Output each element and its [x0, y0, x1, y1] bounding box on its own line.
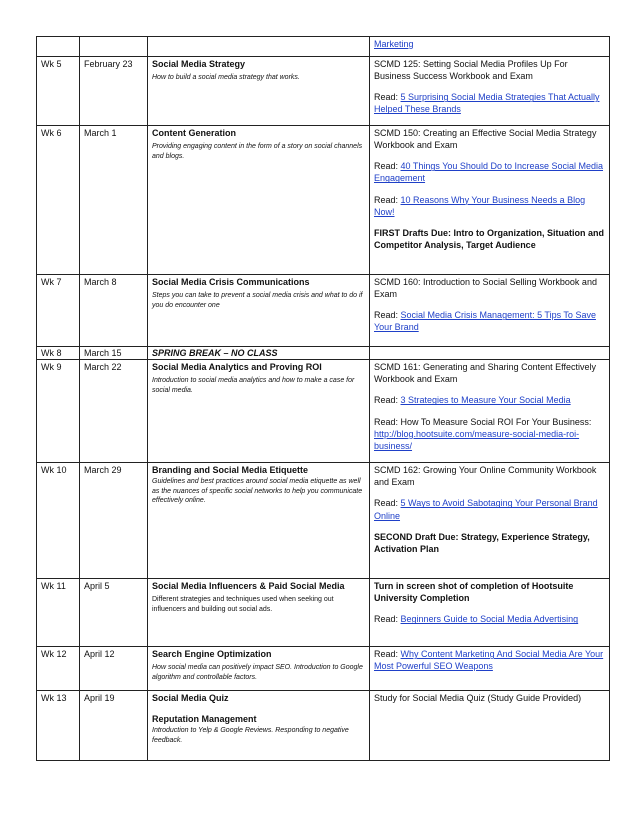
course-module: SCMD 161: Generating and Sharing Content Effectively Workbook and Exam: [374, 362, 596, 385]
topic-title: Branding and Social Media Etiquette: [152, 465, 309, 476]
topic-title: Social Media Strategy: [152, 59, 246, 69]
materials-cell: [370, 57, 610, 126]
reading-label: Read:: [374, 92, 401, 103]
date-cell: March 8: [80, 275, 148, 347]
topic-title: Social Media Influencers & Paid Social Media: [152, 581, 345, 592]
materials-cell: [370, 463, 610, 579]
table-row: [37, 647, 610, 691]
topic-cell: [148, 57, 370, 126]
deadline-note: FIRST Drafts Due: Intro to Organization, Situation and Competitor Analysis, Target Audience: [374, 227, 604, 250]
reading-label: Read:: [374, 498, 401, 509]
topic-cell: [148, 347, 370, 360]
date-cell: April 19: [80, 691, 148, 761]
topic-description: Providing engaging content in the form of a story on social channels and blogs.: [152, 143, 363, 160]
reading-item: [374, 416, 605, 452]
week-cell: Wk 5: [37, 57, 80, 126]
topic-title: Social Media Analytics and Proving ROI: [152, 362, 322, 373]
reading-label: Read:: [374, 614, 401, 625]
date-cell: March 15: [80, 347, 148, 360]
topic-title: Social Media Crisis Communications: [152, 277, 310, 287]
topic-cell: [148, 275, 370, 347]
topic-title: Social Media Quiz: [152, 693, 229, 704]
date-cell: April 12: [80, 647, 148, 691]
reading-label: Read:: [374, 310, 401, 321]
reading-item: [374, 648, 605, 672]
table-row: [37, 347, 610, 360]
date-cell: April 5: [80, 579, 148, 647]
reading-item: [374, 160, 605, 184]
course-module: SCMD 162: Growing Your Online Community Workbook and Exam: [374, 465, 597, 488]
deadline-note: Turn in screen shot of completion of Hootsuite University Completion: [374, 581, 574, 604]
reading-item: [374, 309, 605, 333]
table-row: [37, 691, 610, 761]
week-cell: [37, 37, 80, 57]
week-cell: Wk 9: [37, 360, 80, 463]
reading-item: [374, 91, 605, 115]
week-cell: Wk 6: [37, 126, 80, 275]
topic-title: Search Engine Optimization: [152, 649, 272, 660]
topic-description: Steps you can take to prevent a social media crisis and what to do if you do encounter one: [152, 292, 363, 309]
topic-description: Guidelines and best practices around social media etiquette as well as the nuances of specific social networks to help you communicate effectively online.: [152, 478, 363, 505]
topic-cell: [148, 579, 370, 647]
date-cell: March 29: [80, 463, 148, 579]
topic-cell: [148, 463, 370, 579]
materials-cell: [370, 347, 610, 360]
reading-item: [374, 394, 605, 406]
week-cell: Wk 8: [37, 347, 80, 360]
reading-link[interactable]: 5 Ways to Avoid Sabotaging Your Personal Brand Online: [374, 498, 598, 521]
materials-cell: [370, 37, 610, 57]
table-row: [37, 579, 610, 647]
deadline-note: SECOND Draft Due: Strategy, Experience Strategy, Activation Plan: [374, 531, 590, 554]
reading-link[interactable]: 3 Strategies to Measure Your Social Media: [400, 395, 571, 406]
week-cell: Wk 10: [37, 463, 80, 579]
materials-cell: [370, 647, 610, 691]
topic-cell: [148, 647, 370, 691]
course-module: SCMD 125: Setting Social Media Profiles Up For Business Success Workbook and Exam: [374, 59, 568, 82]
date-cell: [80, 37, 148, 57]
course-module: SCMD 160: Introduction to Social Selling Workbook and Exam: [374, 277, 597, 300]
reading-item: [374, 194, 605, 218]
schedule-table: [36, 36, 610, 761]
reading-link[interactable]: Why Content Marketing And Social Media Are Your Most Powerful SEO Weapons: [374, 649, 604, 672]
reading-link[interactable]: Social Media Crisis Management: 5 Tips To Save Your Brand: [374, 310, 596, 333]
table-row: [37, 275, 610, 347]
materials-cell: [370, 691, 610, 761]
reading-label: Read:: [374, 395, 401, 406]
reading-link[interactable]: 5 Surprising Social Media Strategies That Actually Helped These Brands: [374, 92, 600, 115]
reading-label: Read:: [374, 161, 401, 172]
topic-cell: [148, 360, 370, 463]
topic-cell: [148, 126, 370, 275]
reading-item: [374, 613, 605, 625]
date-cell: March 22: [80, 360, 148, 463]
topic-cell: [148, 691, 370, 761]
topic-cell: [148, 37, 370, 57]
week-cell: Wk 12: [37, 647, 80, 691]
reading-link[interactable]: http://blog.hootsuite.com/measure-social-media-roi-business/: [374, 428, 580, 451]
date-cell: February 23: [80, 57, 148, 126]
topic-description: Introduction to social media analytics and how to make a case for social media.: [152, 377, 355, 394]
topic-title: SPRING BREAK – NO CLASS: [152, 348, 278, 358]
reading-link[interactable]: 10 Reasons Why Your Business Needs a Blog Now!: [374, 194, 586, 217]
week-cell: Wk 13: [37, 691, 80, 761]
table-row: [37, 57, 610, 126]
topic-description: Different strategies and techniques used when seeking out influencers and building out social ads.: [152, 596, 334, 613]
topic-description: Introduction to Yelp & Google Reviews. Responding to negative feedback.: [152, 727, 349, 744]
course-module: Study for Social Media Quiz (Study Guide Provided): [374, 693, 582, 704]
topic-title-secondary: Reputation Management: [152, 714, 257, 725]
date-cell: March 1: [80, 126, 148, 275]
materials-cell: [370, 126, 610, 275]
reading-item: [374, 497, 605, 521]
reading-link[interactable]: Beginners Guide to Social Media Advertising: [400, 614, 579, 625]
course-module: SCMD 150: Creating an Effective Social Media Strategy Workbook and Exam: [374, 128, 597, 151]
table-row: [37, 126, 610, 275]
topic-title: Content Generation: [152, 128, 237, 138]
reading-label: Read:: [374, 649, 401, 660]
reading-label: Read:: [374, 194, 401, 205]
materials-cell: [370, 275, 610, 347]
week-cell: Wk 7: [37, 275, 80, 347]
reading-link[interactable]: Marketing: [374, 39, 414, 49]
table-row: [37, 37, 610, 57]
reading-label: Read: How To Measure Social ROI For Your Business:: [374, 416, 592, 427]
week-cell: Wk 11: [37, 579, 80, 647]
topic-description: How social media can positively impact SEO. Introduction to Google algorithm and controllable factors.: [152, 664, 363, 681]
materials-cell: [370, 579, 610, 647]
materials-cell: [370, 360, 610, 463]
reading-link[interactable]: 40 Things You Should Do to Increase Social Media Engagement: [374, 161, 604, 184]
table-row: [37, 463, 610, 579]
topic-description: How to build a social media strategy that works.: [152, 74, 300, 82]
table-row: [37, 360, 610, 463]
